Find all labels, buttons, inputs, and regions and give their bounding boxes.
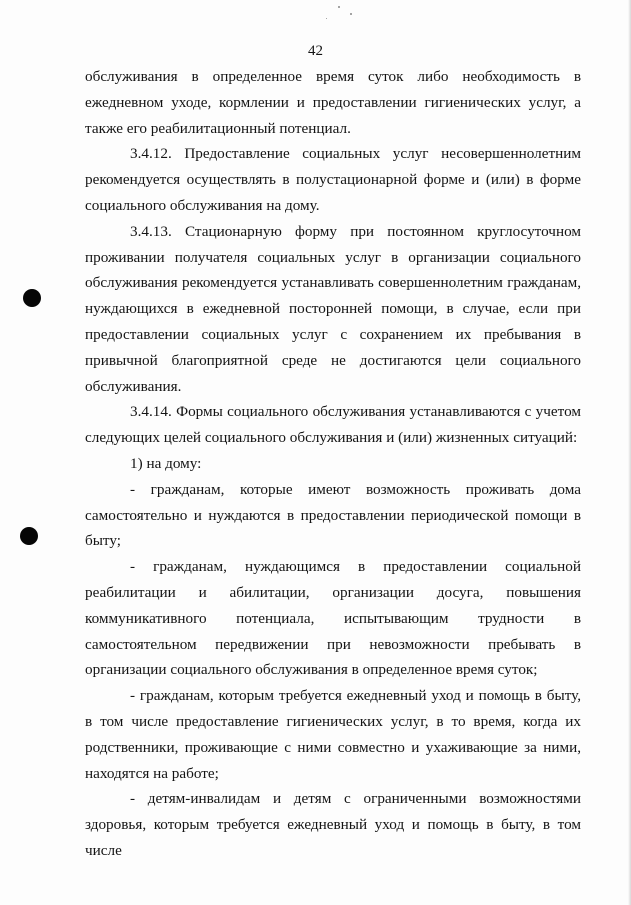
- scan-speck: [326, 18, 327, 19]
- dash-item-2: - гражданам, нуждающимся в предоставлении социальной реабилитации и абилитации, организации досуга, повышения коммуникативного потенциала, испытывающим трудности в самостоятельном передвижении при невозможности пребывать в организации социального обслуживания в определенное время суток;: [85, 558, 581, 679]
- paragraph-3-4-13: 3.4.13. Стационарную форму при постоянном круглосуточном проживании получателя социальных услуг в организации социального обслуживания рекомендуется устанавливать совершеннолетним гражданам, нуждающихся в ежедневной посторонней помощи, в случае, если при предоставлении социальных услуг с сохранением их пребывания в привычной благоприятной среде не достигаются цели социального обслуживания.: [85, 222, 581, 395]
- page-number: 42: [308, 43, 323, 59]
- paragraph-3-4-14: 3.4.14. Формы социального обслуживания устанавливаются с учетом следующих целей социального обслуживания и (или) жизненных ситуаций:: [85, 403, 581, 447]
- dash-item-3: - гражданам, которым требуется ежедневный уход и помощь в быту, в том числе предоставление гигиенических услуг, в то время, когда их родственники, проживающие с ними совместно и ухаживающие за ними, находятся на работе;: [85, 687, 581, 782]
- punch-hole: [20, 527, 38, 545]
- dash-item-4: - детям-инвалидам и детям с ограниченными возможностями здоровья, которым требуется ежедневный уход и помощь в быту, в том числе: [85, 790, 581, 859]
- paragraph-continuation: обслуживания в определенное время суток либо необходимость в ежедневном уходе, кормлении и предоставлении гигиенических услуг, а также его реабилитационный потенциал.: [85, 68, 581, 137]
- scan-speck: [350, 13, 352, 15]
- dash-item-1: - гражданам, которые имеют возможность проживать дома самостоятельно и нуждаются в предоставлении периодической помощи в быту;: [85, 480, 581, 550]
- document-body: [85, 64, 581, 864]
- punch-hole: [23, 289, 41, 307]
- list-item-1: 1) на дому:: [130, 454, 202, 472]
- paragraph-3-4-12: 3.4.12. Предоставление социальных услуг несовершеннолетним рекомендуется осуществлять в полустационарной форме и (или) в форме социального обслуживания на дому.: [85, 145, 581, 214]
- scan-speck: [338, 6, 340, 8]
